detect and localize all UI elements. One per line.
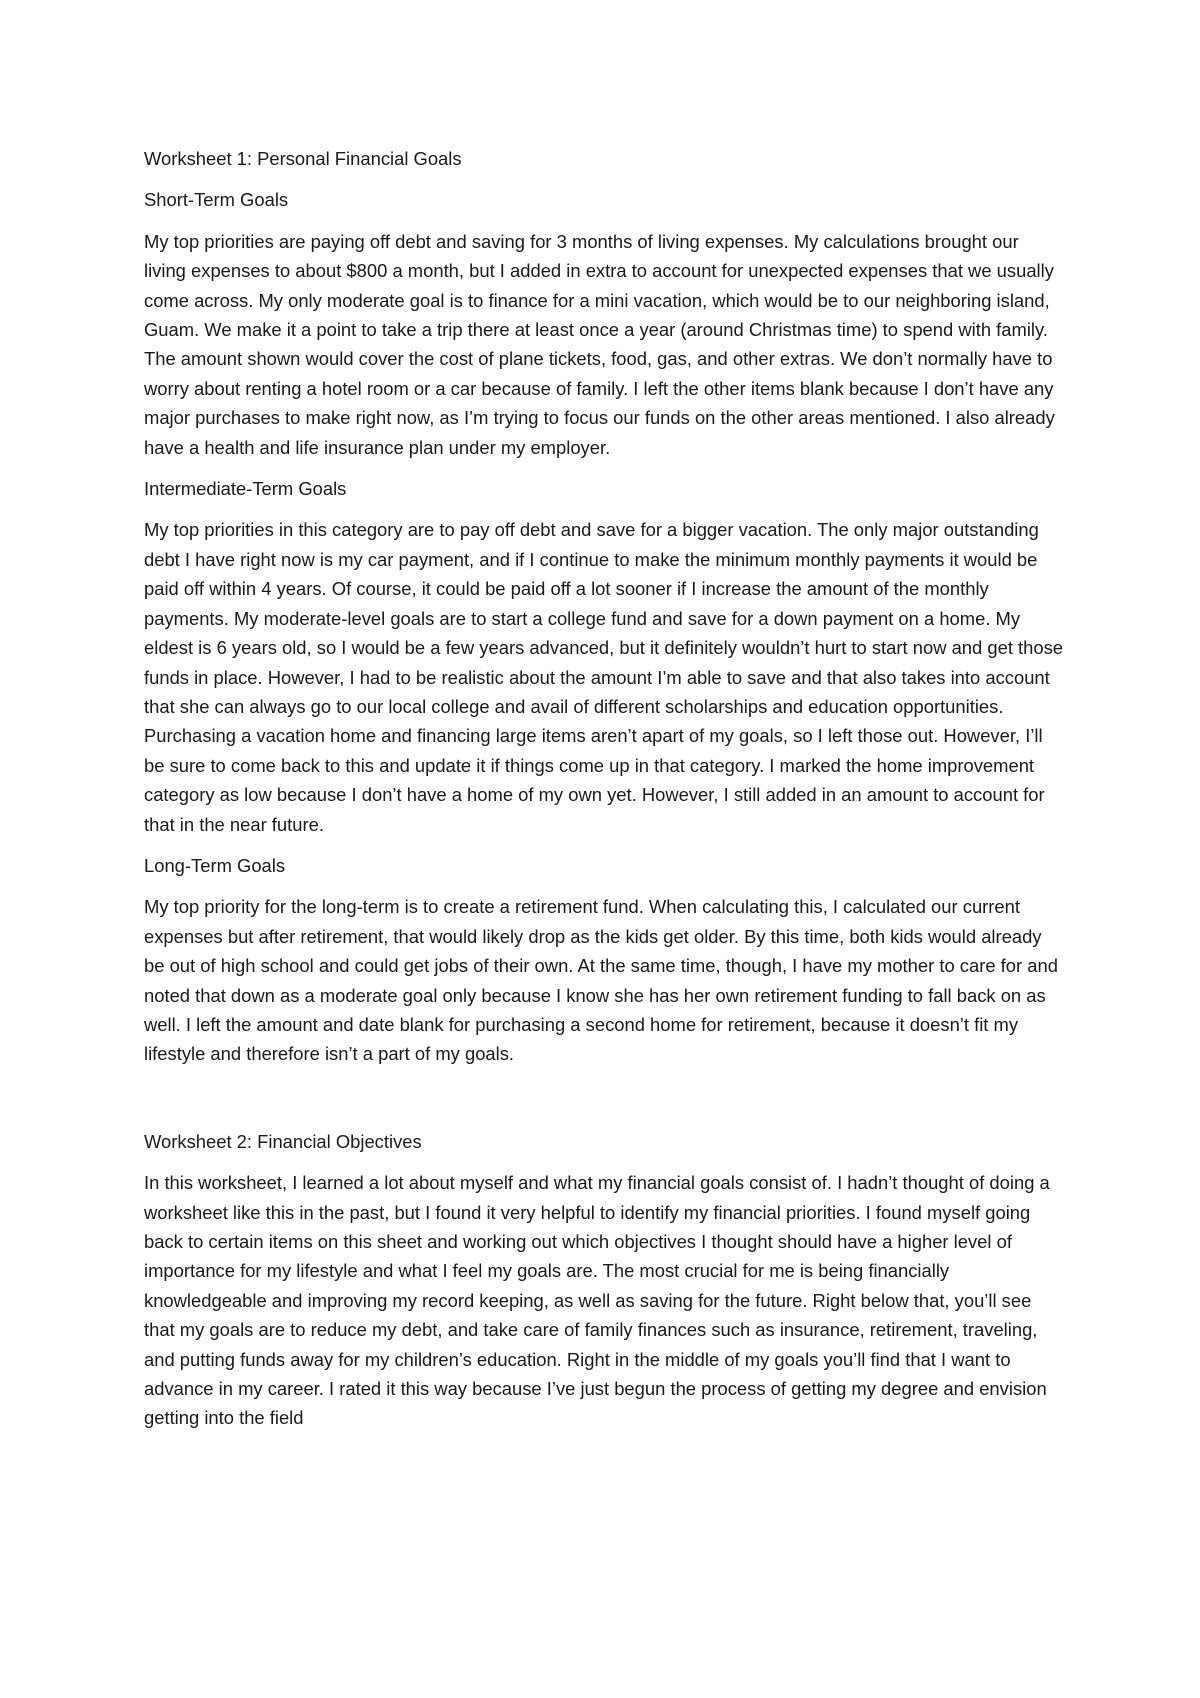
worksheet2-title: Worksheet 2: Financial Objectives	[144, 1130, 422, 1152]
long-term-heading: Long-Term Goals	[144, 854, 286, 876]
intermediate-term-paragraph: My top priorities in this category are to pay off debt and save for a bigger vacation. The only major outstanding debt I have right now is my car payment, and if I continue to make the minimum monthly payments it would be paid off within 4 years. Of course, it could be paid off a lot sooner if I increase the amount of the monthly payments. My moderate-level goals are to start a college fund and save for a down payment on a home. My eldest is 6 years old, so I would be a few years advanced, but it definitely wouldn’t hurt to start now and get those funds in place. However, I had to be realistic about the amount I’m able to save and that also takes into account that she can always go to our local college and avail of different scholarships and education opportunities. Purchasing a vacation home and financing large items aren’t apart of my goals, so I left those out. However, I’ll be sure to come back to this and update it if things come up in that category. I marked the home improvement category as low because I don’t have a home of my own yet. However, I still added in an amount to account for that in the near future.	[144, 519, 1064, 835]
worksheet1-title: Worksheet 1: Personal Financial Goals	[144, 148, 462, 169]
document-page	[144, 144, 1064, 1445]
long-term-paragraph: My top priority for the long-term is to create a retirement fund. When calculating this, I calculated our current expenses but after retirement, that would likely drop as the kids get older. By this time, both kids would already be out of high school and could get jobs of their own. At the same time, though, I have my mother to care for and noted that down as a moderate goal only because I know she has her own retirement funding to fall back on as well. I left the amount and date blank for purchasing a second home for retirement, because it doesn’t fit my lifestyle and therefore isn’t a part of my goals.	[144, 896, 1058, 1065]
short-term-paragraph: My top priorities are paying off debt and saving for 3 months of living expenses. My calculations brought our living expenses to about $800 a month, but I added in extra to account for unexpected expenses that we usually come across. My only moderate goal is to finance for a mini vacation, which would be to our neighboring island, Guam. We make it a point to take a trip there at least once a year (around Christmas time) to spend with family. The amount shown would cover the cost of plane tickets, food, gas, and other extras. We don’t normally have to worry about renting a hotel room or a car because of family. I left the other items blank because I don’t have any major purchases to make right now, as I’m trying to focus our funds on the other areas mentioned. I also already have a health and life insurance plan under my employer.	[144, 230, 1055, 458]
short-term-heading: Short-Term Goals	[144, 189, 289, 211]
intermediate-term-heading: Intermediate-Term Goals	[144, 478, 347, 500]
worksheet2-paragraph: In this worksheet, I learned a lot about myself and what my financial goals consist of. I hadn’t thought of doing a worksheet like this in the past, but I found it very helpful to identify my financial priorities. I found myself going back to certain items on this sheet and working out which objectives I thought should have a higher level of importance for my lifestyle and what I feel my goals are. The most crucial for me is being financially knowledgeable and improving my record keeping, as well as saving for the future. Right below that, you’ll see that my goals are to reduce my debt, and take care of family finances such as insurance, retirement, traveling, and putting funds away for my children’s education. Right in the middle of my goals you’ll find that I want to advance in my career. I rated it this way because I’ve just begun the process of getting my degree and envision getting into the field	[144, 1172, 1050, 1429]
section-spacer	[144, 1081, 1064, 1127]
